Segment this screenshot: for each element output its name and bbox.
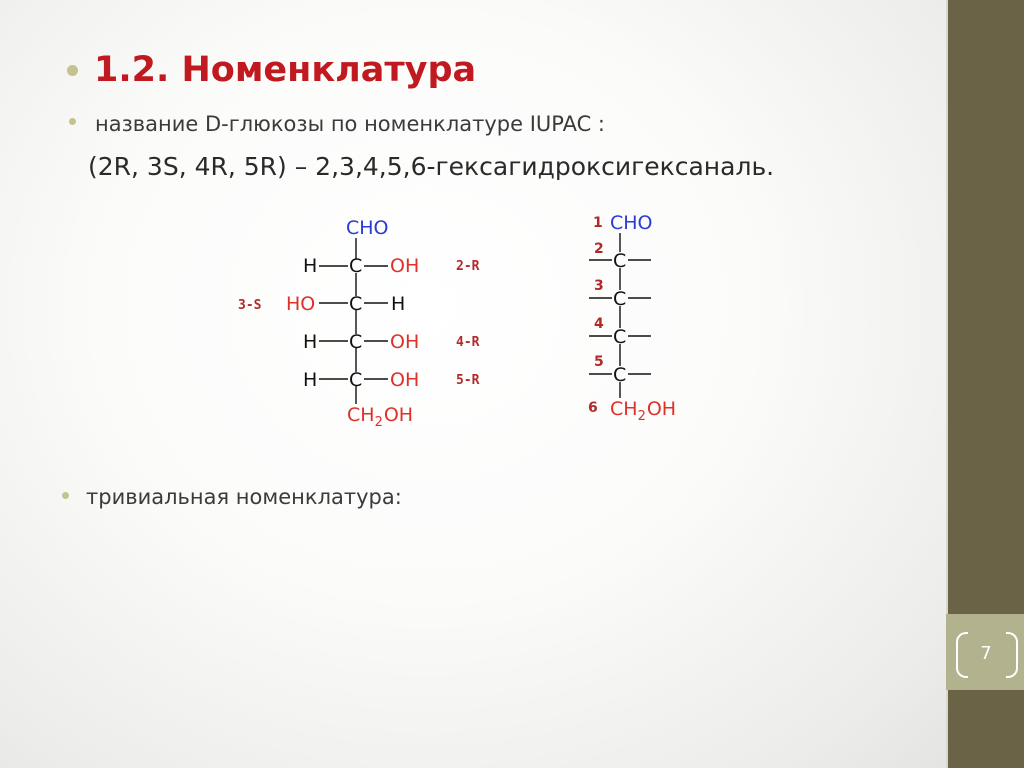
title-bullet xyxy=(67,65,78,76)
hydroxymethyl-group: $CH_2OH$ xyxy=(610,398,677,424)
configuration-label: 4-R xyxy=(456,335,480,350)
slide-title: 1.2. Номенклатура xyxy=(94,50,477,90)
hydroxyl-group: OH xyxy=(390,369,420,391)
substituent-h: H xyxy=(391,293,406,315)
hydroxymethyl-group: $CH_2OH$ xyxy=(347,404,414,430)
substituent-h: H xyxy=(303,331,318,353)
hydroxyl-group: HO xyxy=(286,293,316,315)
carbon-atom: C xyxy=(613,326,627,348)
bullet-marker xyxy=(62,492,69,499)
chiral-carbon: C xyxy=(349,331,363,353)
configuration-label: 5-R xyxy=(456,373,480,388)
trivial-nomenclature-label: тривиальная номенклатура: xyxy=(86,485,402,509)
carbon-number: 4 xyxy=(594,316,604,332)
chiral-carbon: C xyxy=(349,293,363,315)
carbon-number: 6 xyxy=(588,400,598,416)
carbon-number: 5 xyxy=(594,354,604,370)
iupac-label: название D-глюкозы по номенклатуре IUPAC : xyxy=(95,112,605,136)
hydroxyl-group: OH xyxy=(390,331,420,353)
fischer-projections-diagram xyxy=(220,200,720,440)
chiral-carbon: C xyxy=(349,369,363,391)
page-number: 7 xyxy=(980,643,992,664)
carbon-number: 3 xyxy=(594,278,604,294)
carbon-atom: C xyxy=(613,288,627,310)
iupac-name: (2R, 3S, 4R, 5R) – 2,3,4,5,6-гексагидроксигексаналь. xyxy=(88,152,775,181)
fischer-projection-left xyxy=(238,217,480,430)
aldehyde-group: CHO xyxy=(346,217,389,239)
chiral-carbon: C xyxy=(349,255,363,277)
carbon-number: 2 xyxy=(594,241,604,257)
page-number-right-brace xyxy=(1006,632,1018,678)
carbon-atom: C xyxy=(613,250,627,272)
bullet-marker xyxy=(69,118,76,125)
substituent-h: H xyxy=(303,369,318,391)
carbon-number: 1 xyxy=(593,215,603,231)
configuration-label: 2-R xyxy=(456,259,480,274)
aldehyde-group: CHO xyxy=(610,212,653,234)
hydroxyl-group: OH xyxy=(390,255,420,277)
substituent-h: H xyxy=(303,255,318,277)
configuration-label: 3-S xyxy=(238,298,262,313)
carbon-atom: C xyxy=(613,364,627,386)
fischer-projection-right xyxy=(588,212,676,424)
